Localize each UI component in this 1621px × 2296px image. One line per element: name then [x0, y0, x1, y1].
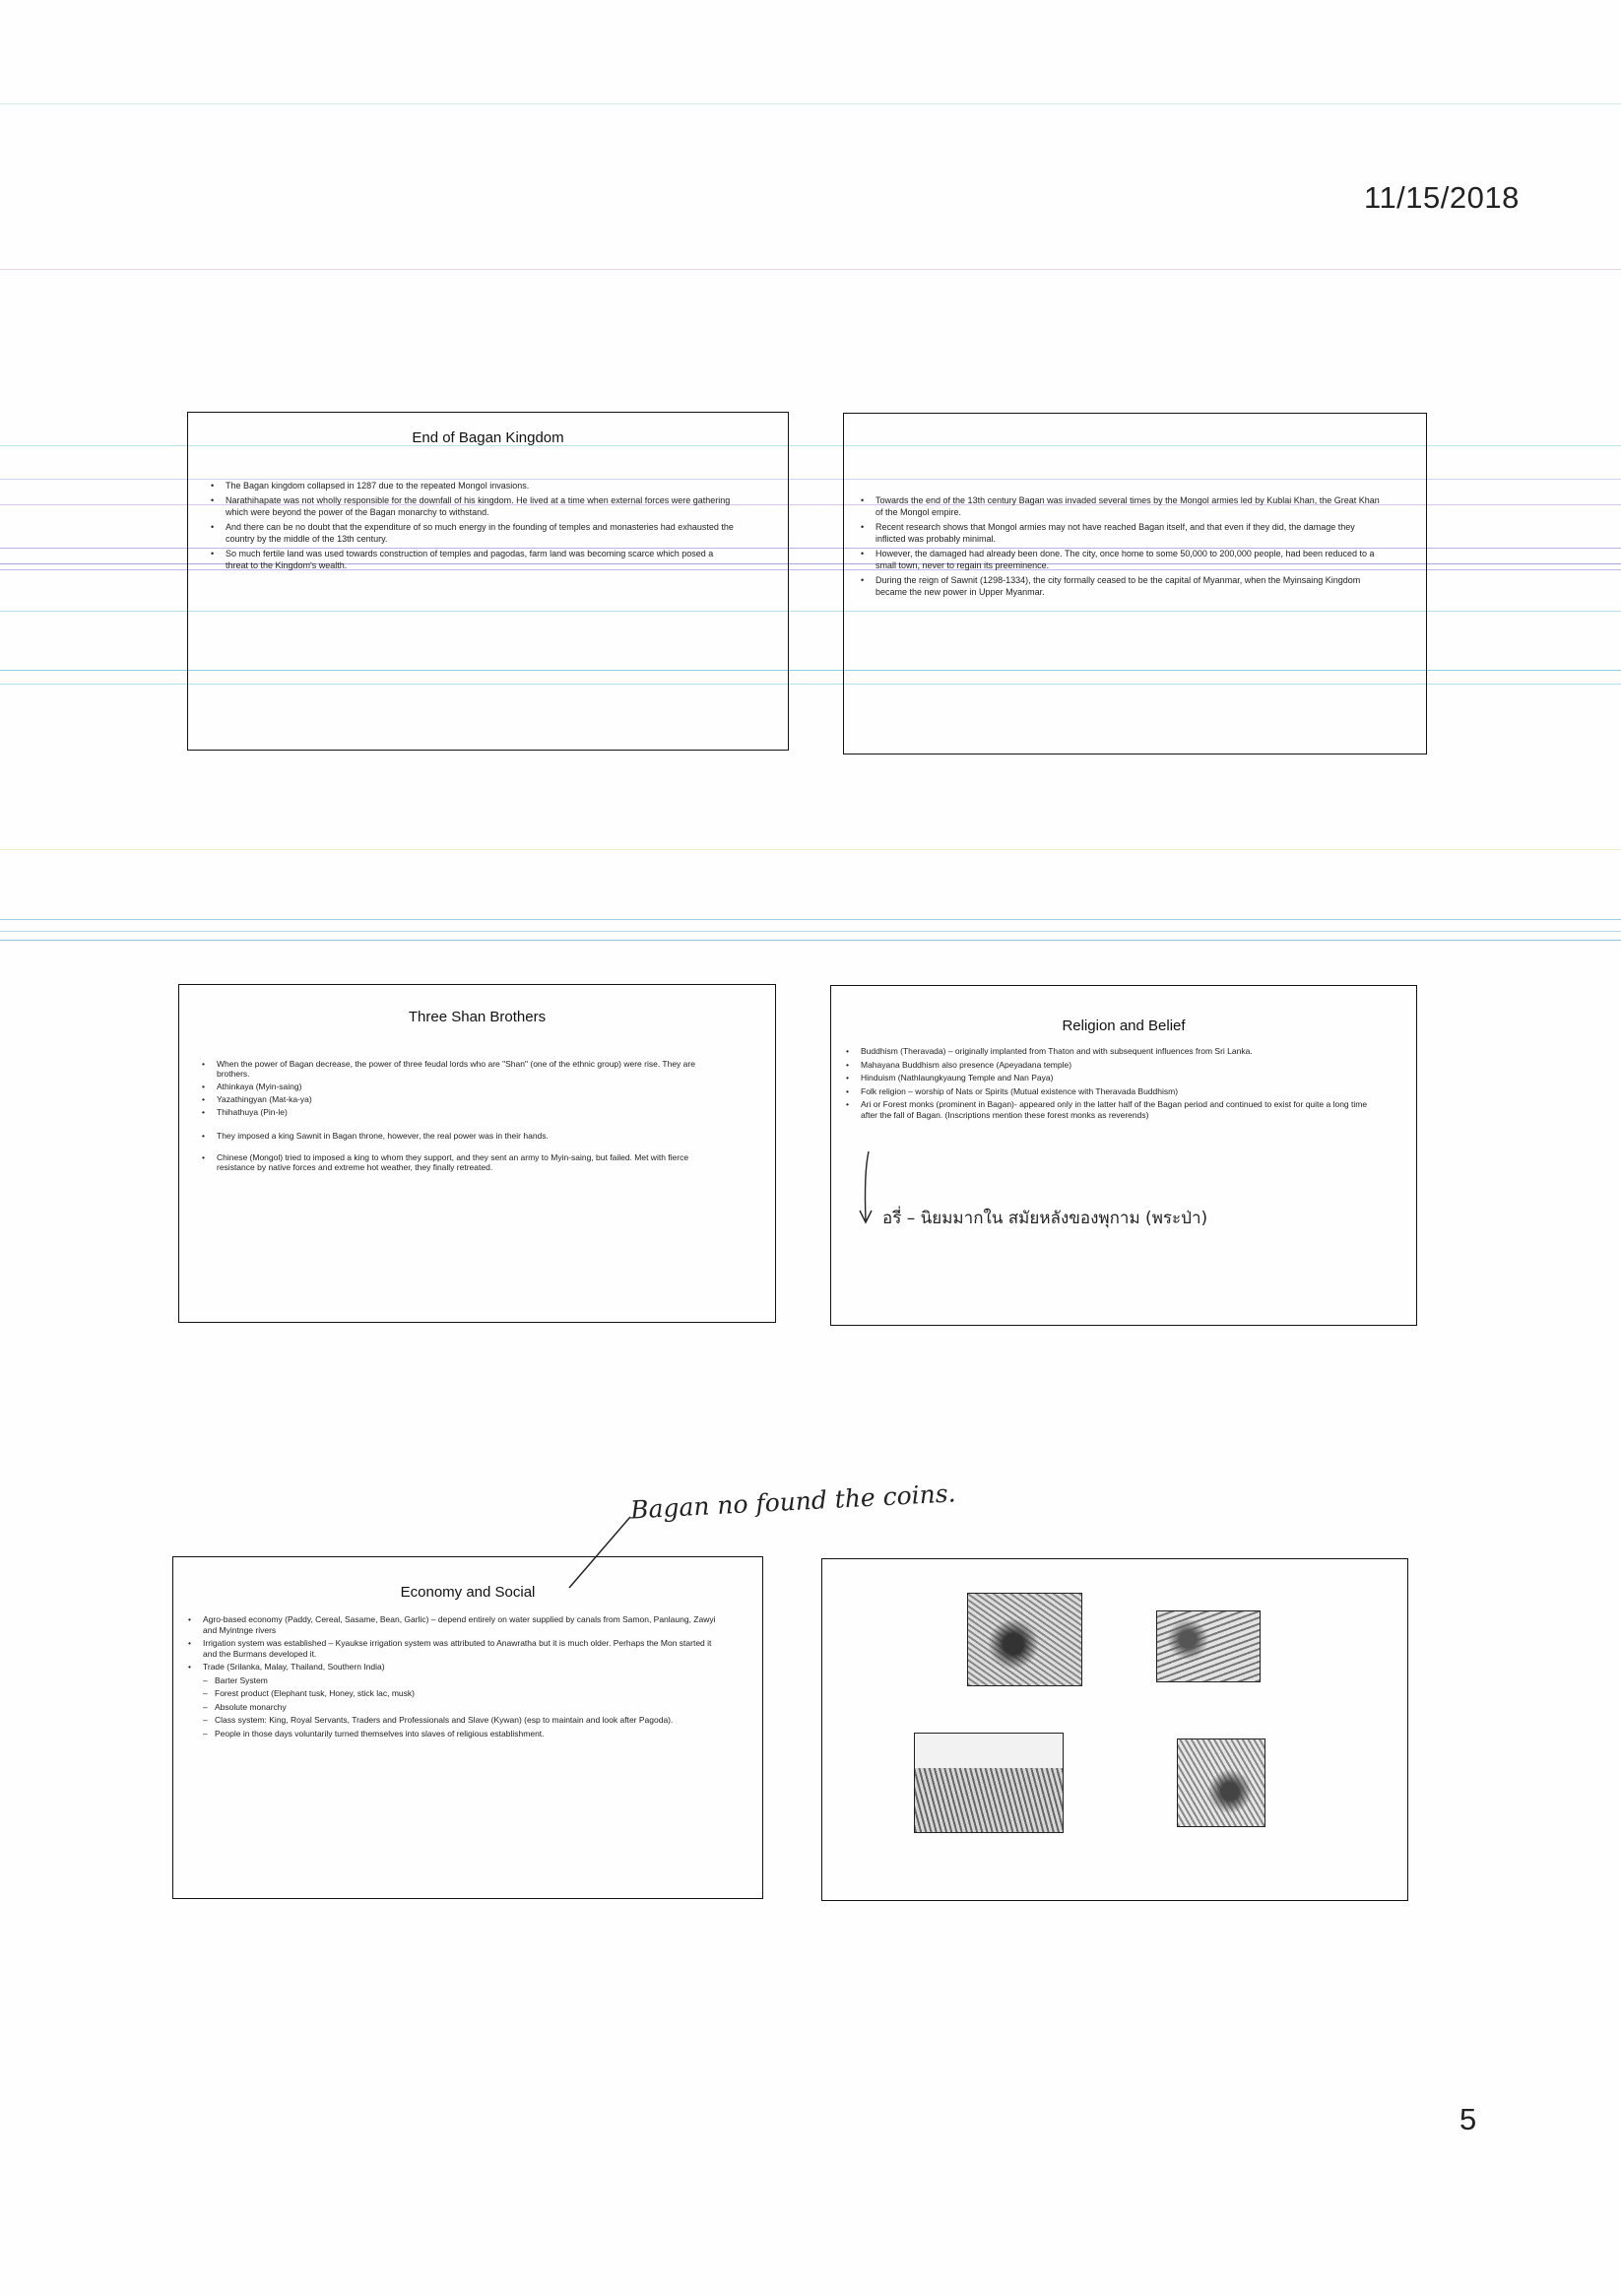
arrow-down-icon [855, 1149, 884, 1228]
list-item: • The Bagan kingdom collapsed in 1287 due to the repeated Mongol invasions. [202, 480, 734, 492]
bullet-list [852, 494, 1384, 598]
slide-title: Religion and Belief [1062, 1017, 1186, 1034]
list-item: • Buddhism (Theravada) – originally implanted from Thaton and with subsequent influences from Sri Lanka. [837, 1046, 1369, 1057]
list-item: • They imposed a king Sawnit in Bagan throne, however, the real power was in their hands. [193, 1131, 715, 1141]
list-item: – Absolute monarchy [179, 1702, 726, 1713]
list-item: • Towards the end of the 13th century Bagan was invaded several times by the Mongol armies led by Kublai Khan, the Great Khan of the Mongol empire. [852, 494, 1384, 518]
list-item: • However, the damaged had already been done. The city, once home to some 50,000 to 200,000 people, had been reduced to a small town, never to regain its preeminence. [852, 548, 1384, 571]
list-item: • Irrigation system was established – Kyaukse irrigation system was attributed to Anawratha but it is much older. Perhaps the Mon started it and the Burmans developed it. [179, 1638, 726, 1659]
scan-line [0, 103, 1621, 104]
slide-end-of-bagan [187, 412, 789, 751]
list-item: – Forest product (Elephant tusk, Honey, stick lac, musk) [179, 1688, 726, 1699]
slide-photos [821, 1558, 1408, 1901]
list-item: • Folk religion – worship of Nats or Spirits (Mutual existence with Theravada Buddhism) [837, 1086, 1369, 1097]
slide-three-shan-brothers [178, 984, 776, 1323]
print-date: 11/15/2018 [1364, 180, 1520, 215]
slide-title: Three Shan Brothers [408, 1009, 547, 1025]
slide-economy-and-social [172, 1556, 763, 1899]
list-item: • Recent research shows that Mongol armies may not have reached Bagan itself, and that even if they did, the damage they inflicted was probably minimal. [852, 521, 1384, 545]
list-item: • And there can be no doubt that the expenditure of so much energy in the founding of temples and monasteries had exhausted the country by the middle of the 13th century. [202, 521, 734, 545]
photo-pagoda-landscape [914, 1733, 1064, 1833]
list-item: – People in those days voluntarily turned themselves into slaves of religious establishment. [179, 1729, 726, 1739]
list-item: • Yazathingyan (Mat-ka-ya) [193, 1094, 715, 1104]
photo-temple-ruins [967, 1593, 1082, 1686]
handwritten-note: อรี่ – นิยมมากใน สมัยหลังของพุกาม (พระป่า) [882, 1209, 1208, 1228]
photo-stone-carving [1156, 1610, 1261, 1682]
bullet-list [193, 1059, 715, 1172]
slide-title: Economy and Social [400, 1584, 536, 1601]
handwritten-annotation: Bagan no found the coins. [629, 1478, 957, 1525]
bullet-list [179, 1614, 726, 1738]
scan-line [0, 269, 1621, 270]
bullet-list [202, 480, 734, 571]
list-item: • During the reign of Sawnit (1298-1334), the city formally ceased to be the capital of Myanmar, when the Myinsaing Kingdom became the new power in Upper Myanmar. [852, 574, 1384, 598]
slide-title: End of Bagan Kingdom [412, 429, 564, 446]
scan-line [0, 919, 1621, 920]
list-item: • Agro-based economy (Paddy, Cereal, Sasame, Bean, Garlic) – depend entirely on water supplied by canals from Samon, Panlaung, Zawyi and Myintnge rivers [179, 1614, 726, 1635]
photo-mural [1177, 1738, 1265, 1827]
list-item: • Ari or Forest monks (prominent in Bagan)- appeared only in the latter half of the Bagan period and continued to exist for quite a long time after the fall of Bagan. (Inscriptions mention these forest monks as reverends) [837, 1099, 1369, 1120]
list-item: • Narathihapate was not wholly responsible for the downfall of his kingdom. He lived at a time when external forces were gathering which were beyond the power of the Bagan monarchy to withstand. [202, 494, 734, 518]
slide-religion-and-belief [830, 985, 1417, 1326]
scan-line [0, 940, 1621, 941]
slide-mongol-invasion [843, 413, 1427, 754]
bullet-list [837, 1046, 1369, 1120]
list-item: • So much fertile land was used towards construction of temples and pagodas, farm land was becoming scarce which posed a threat to the Kingdom's wealth. [202, 548, 734, 571]
scan-line [0, 849, 1621, 850]
list-item: – Barter System [179, 1675, 726, 1686]
list-item: – Class system: King, Royal Servants, Traders and Professionals and Slave (Kywan) (esp to maintain and look after Pagoda). [179, 1715, 726, 1726]
list-item: • Mahayana Buddhism also presence (Apeyadana temple) [837, 1060, 1369, 1071]
scan-line [0, 931, 1621, 932]
list-item: • Athinkaya (Myin-saing) [193, 1082, 715, 1091]
list-item: • When the power of Bagan decrease, the power of three feudal lords who are "Shan" (one of the ethnic group) were rise. They are brothers. [193, 1059, 715, 1079]
list-item: • Hinduism (Nathlaungkyaung Temple and Nan Paya) [837, 1073, 1369, 1083]
list-item: • Chinese (Mongol) tried to imposed a king to whom they support, and they sent an army to Myin-saing, but failed. Met with fierce resistance by native forces and extreme hot weather, they finally retreated. [193, 1152, 715, 1172]
list-item: • Thihathuya (Pin-le) [193, 1107, 715, 1117]
page-number: 5 [1459, 2102, 1477, 2136]
list-item: • Trade (Srilanka, Malay, Thailand, Southern India) [179, 1662, 726, 1673]
